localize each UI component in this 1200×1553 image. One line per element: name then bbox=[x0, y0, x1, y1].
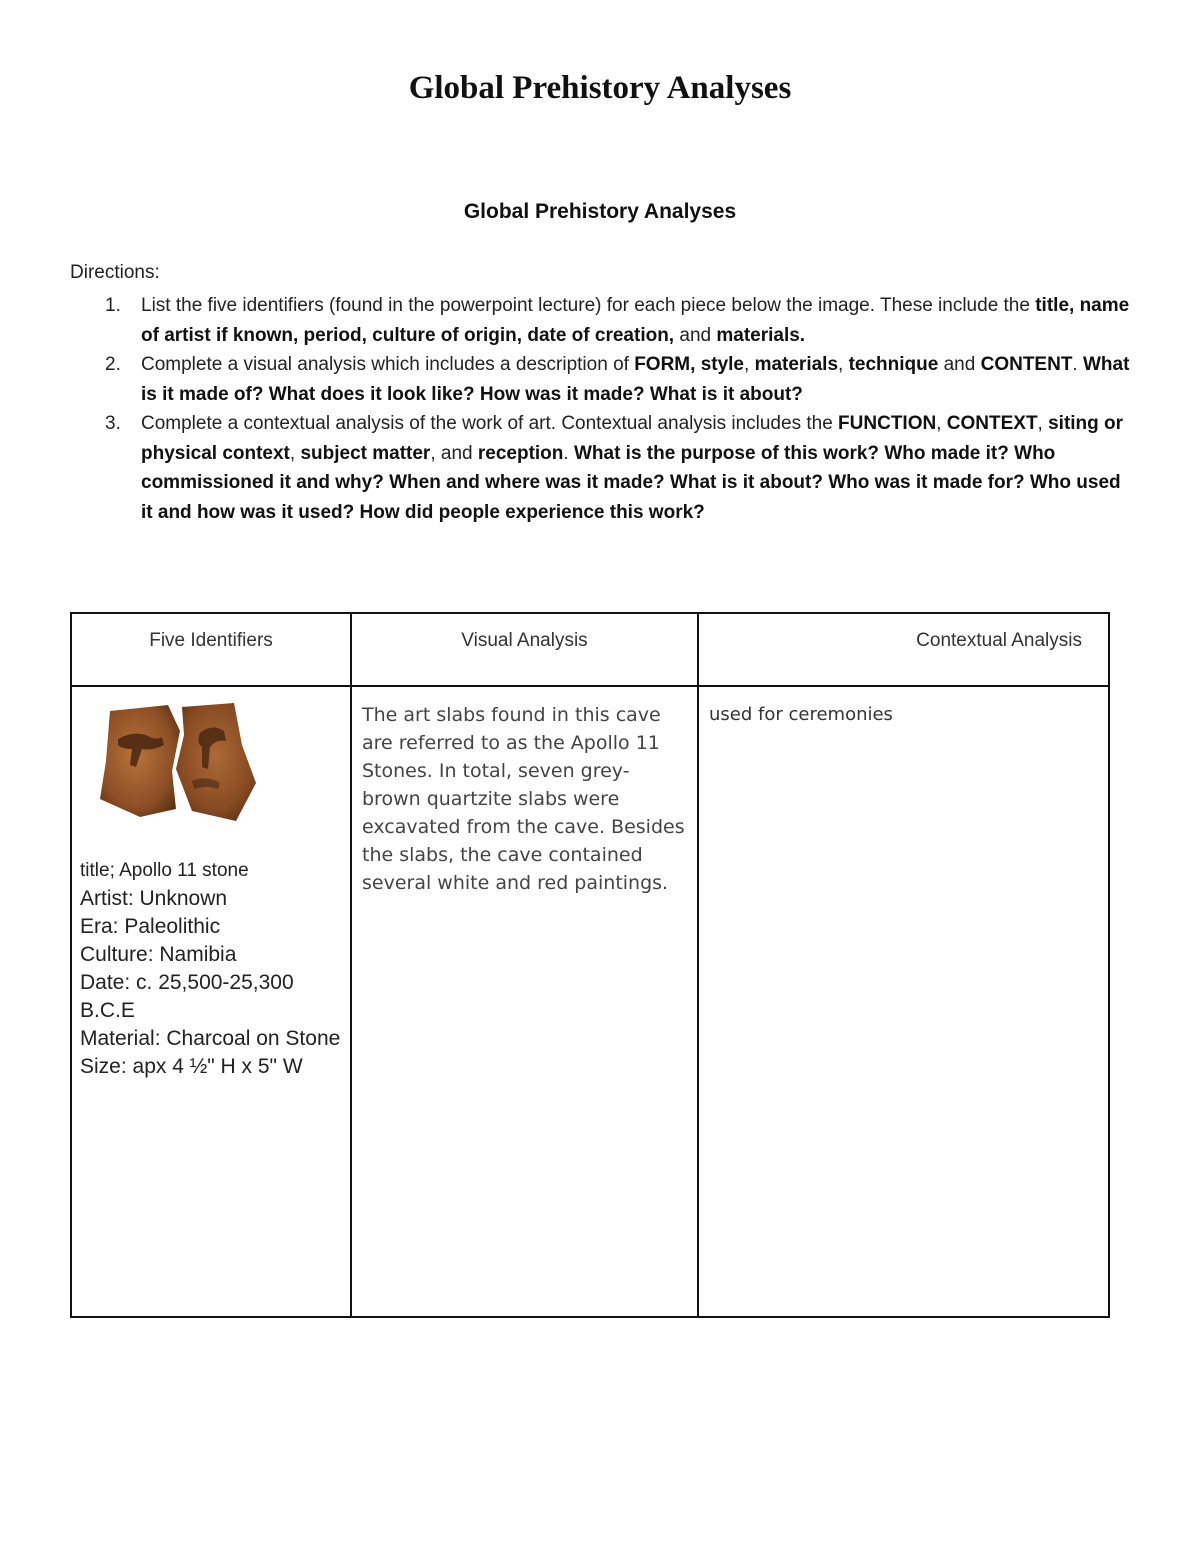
identifier-line: Era: Paleolithic bbox=[80, 915, 221, 938]
direction-text: , bbox=[744, 354, 755, 375]
direction-bold-text: reception bbox=[477, 442, 564, 464]
directions-label: Directions: bbox=[70, 262, 160, 283]
direction-bold-text: technique bbox=[848, 354, 939, 375]
direction-text: . bbox=[563, 442, 574, 464]
direction-text: Complete a visual analysis which includes a description of bbox=[141, 354, 635, 375]
identifier-line: Culture: Namibia bbox=[80, 943, 237, 966]
identifier-title: title; Apollo 11 stone bbox=[80, 860, 249, 881]
directions-list bbox=[70, 291, 1130, 527]
direction-bold-text: CONTENT bbox=[980, 354, 1073, 375]
analysis-table bbox=[70, 612, 1110, 1318]
direction-text: , bbox=[838, 354, 849, 375]
direction-text: , bbox=[1037, 413, 1049, 434]
apollo-11-stone-image bbox=[96, 701, 262, 825]
stone-slab-left bbox=[100, 705, 180, 817]
table-header-row bbox=[71, 613, 1109, 686]
direction-number: 1. bbox=[105, 295, 121, 316]
visual-analysis-cell bbox=[351, 686, 698, 1317]
header-contextual-analysis: Contextual Analysis bbox=[698, 613, 1109, 686]
visual-analysis-text: The art slabs found in this cave are referred to as the Apollo 11 Stones. In total, seven grey-brown quartzite slabs were excavated from the cave. Besides the slabs, the cave contained several white and red paintings. bbox=[362, 704, 685, 894]
direction-text: , bbox=[936, 413, 947, 434]
direction-bold-text: FORM, style bbox=[634, 354, 745, 375]
direction-bold-text: materials bbox=[754, 354, 839, 375]
header-visual-analysis: Visual Analysis bbox=[351, 613, 698, 686]
direction-bold-text: subject matter bbox=[300, 442, 431, 464]
direction-text: Complete a contextual analysis of the work of art. Contextual analysis includes the bbox=[141, 413, 839, 434]
identifier-line: Material: Charcoal on Stone bbox=[80, 1027, 341, 1050]
direction-text: and bbox=[938, 354, 981, 375]
direction-bold-text: CONTEXT bbox=[946, 413, 1038, 434]
direction-bold-text: What is the purpose of this work? Who made it? Who commissioned it and why? When and where was it made? What is it about? Who was it made for? Who used it and how was it used? How did people experience this work? bbox=[141, 442, 1121, 523]
contextual-analysis-cell bbox=[698, 686, 1109, 1317]
direction-bold-text: FUNCTION bbox=[838, 413, 937, 434]
direction-text: List the five identifiers (found in the powerpoint lecture) for each piece below the image. These include the bbox=[141, 295, 1036, 316]
subtitle: Global Prehistory Analyses bbox=[463, 200, 737, 223]
direction-number: 3. bbox=[105, 413, 121, 434]
direction-bold-text: materials. bbox=[716, 324, 806, 346]
contextual-analysis-text: used for ceremonies bbox=[709, 704, 893, 725]
direction-text: , and bbox=[430, 442, 478, 464]
direction-text: , bbox=[289, 442, 301, 464]
identifier-line: Date: c. 25,500-25,300 B.C.E bbox=[80, 971, 294, 1022]
direction-text: and bbox=[674, 324, 717, 346]
identifiers-cell bbox=[71, 686, 351, 1317]
identifier-line: Artist: Unknown bbox=[80, 887, 228, 910]
direction-bold-text: title, name of artist if known, period, culture of origin, date of creation, bbox=[141, 295, 1130, 346]
direction-item bbox=[70, 409, 1130, 527]
page-title: Global Prehistory Analyses bbox=[408, 70, 792, 106]
direction-number: 2. bbox=[105, 354, 121, 375]
direction-item bbox=[70, 350, 1130, 409]
direction-item bbox=[70, 291, 1130, 350]
header-five-identifiers: Five Identifiers bbox=[71, 613, 351, 686]
stone-slab-right bbox=[176, 703, 256, 821]
identifier-list bbox=[80, 885, 342, 1081]
identifier-line: Size: apx 4 ½" H x 5" W bbox=[80, 1055, 303, 1078]
direction-bold-text: siting or physical context bbox=[141, 413, 1124, 464]
table-row bbox=[71, 686, 1109, 1317]
direction-text: . bbox=[1072, 354, 1083, 375]
direction-bold-text: What is it made of? What does it look like? How was it made? What is it about? bbox=[141, 354, 1130, 405]
